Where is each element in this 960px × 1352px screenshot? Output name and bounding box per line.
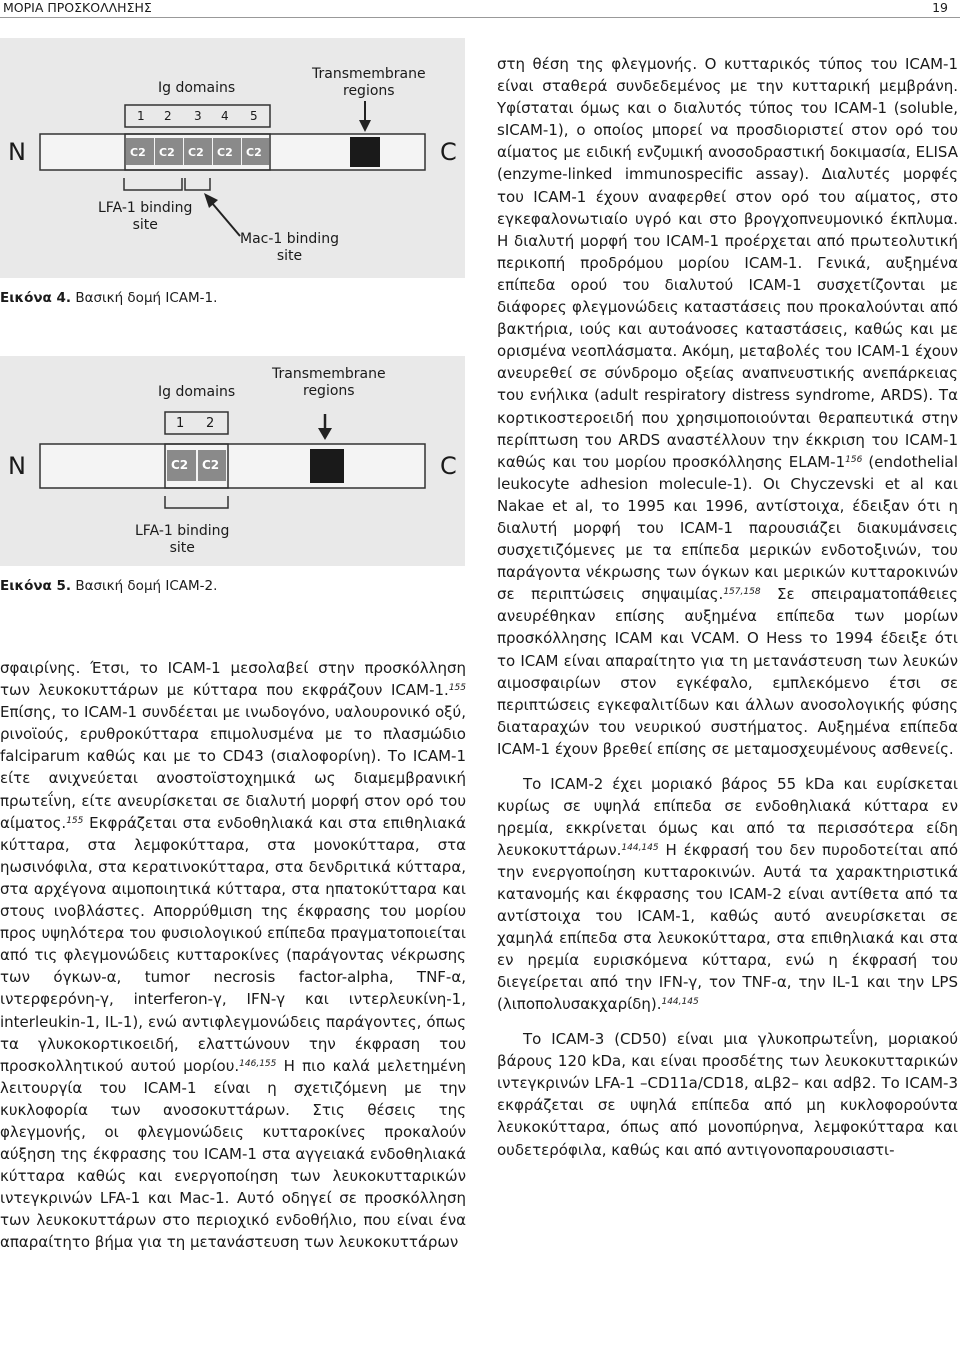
fig5-domain-number-2: 2 (206, 416, 215, 431)
fig4-ig-domains-label: Ig domains (158, 80, 236, 96)
transmembrane-region (350, 137, 380, 167)
fig4-domain-label: C2 (217, 146, 233, 159)
fig4-domain-number-4: 4 (221, 109, 229, 123)
fig4-domain-number-5: 5 (250, 109, 258, 123)
mac1-bracket (185, 178, 210, 190)
fig4-domain-label: C2 (159, 146, 175, 159)
paragraph: στη θέση της φλεγμονής. Ο κυτταρικός τύπος του ICAM-1 είναι σταθερά συνδεδεμένος με την κυτταρική μεμβράνη. Υφίσταται όμως και ο διαλυτός τύπος του ICAM-1 (soluble, sICAM-1), ο οποίος μπορεί να προσδιοριστεί στον ορό του αίματος με ειδική ενζυμική ανοσοδραστική δοκιμασία, ELISA (enzyme-linked immunospecific assay). Διαλυτές μορφές του ICAM-1 έχουν αναφερθεί στον ορό του αίματος, στο εγκεφαλονωτιαίο υγρό και στο βρογχοπνευμονικό έκπλυμα. Η διαλυτή μορφή του ICAM-1 προέρχεται από πρωτεολυτική περικοπή προδρόμου μορίου ICAM-1. Γενικά, αυξημένα επίπεδα ορού του διαλυτού ICAM-1 συσχετίζονται με διάφορες φλεγμονώδεις καταστάσεις που προκαλούνται από βακτήρια, ιούς και αυτοάνοσες καταστάσεις, καθώς και με ορισμένα νεοπλάσματα. Ακόμη, μεταβολές του ICAM-1 έχουν ανευρεθεί σε σύνδρομο οξείας αναπνευστικής ανεπάρκειας του ενήλικα (adult respiratory distress syndrome, ARDS). Τα κορτικοστεροειδή που χρησιμοποιούνται θεραπευτικά στην περίπτωση του ARDS αναστέλλουν την έκκριση του ICAM-1 καθώς και του μορίου προσκόλλησης ELAM-$1^{156}$ (endothelial leukocyte adhesion molecule-1). Οι Chyczevski et al και Nakae et al, το 1995 και 1996, αντίστοιχα, έδειξαν ότι η διαλυτή μορφή του ICAM-1 παρουσιάζει διακυμάνσεις συσχετιζόμενες με τα επίπεδα μερικών ενδοτοξινών, του παράγοντα νέκρωσης των όγκων και μερικών κυτταροκινών σε περιπτώσεις σηψαιμίας.$^{157,158}$ Σε σπειραματοπάθειες ανευρέθηκαν επίσης αυξημένα επίπεδα των μορίων προσκόλλησης ICAM και VCAM. Ο Hess το 1994 έδειξε ότι το ICAM είναι απαραίτητο για τη μετανάστευση των λευκών αιμοσφαιρίων στον εγκέφαλο, εμπλεκόμενο έτσι σε περιπτώσεις εγκεφαλιτίδων και άλλων ανοσολογικής φύσης διαταραχών του νευρικού συστήματος. Αυξημένα επίπεδα ICAM-1 έχουν βρεθεί επίσης σε μεταμοσχευμένους ασθενείς. (497, 55, 958, 758)
domain-number-box (165, 412, 228, 434)
fig5-n-terminus: N (8, 452, 26, 480)
figure-icam2-structure (0, 356, 465, 566)
fig4-domain-label: C2 (130, 146, 146, 159)
figure-icam1-structure (0, 38, 465, 278)
left-column (0, 657, 466, 1254)
fig5-c-terminus: C (440, 452, 457, 480)
molecule-bar (40, 444, 425, 488)
fig4-mac1-label: Mac-1 binding site (240, 231, 339, 264)
fig5-domain-label: C2 (202, 458, 220, 472)
fig4-n-terminus: N (8, 138, 26, 166)
header-rule (0, 17, 960, 18)
fig4-lfa1-label: LFA-1 binding site (98, 200, 193, 233)
paragraph: Το ICAM-3 (CD50) είναι μια γλυκοπρωτεΐνη, μοριακού βάρους 120 kDa, και είναι προσδέτης των λευκοκυτταρικών ιντεγκρινών LFA-1 –CD11a/CD18, αLβ2– και αdβ2. Το ICAM-3 εκφράζεται σε υψηλά επίπεδα από μη κυκλοφορούντα λευκοκύτταρα, όπως από μονοπύρηνα, λεμφοκύτταρα και ουδετερόφιλα, καθώς και από αντιγονοπαρουσιαστι- (497, 1030, 958, 1159)
lfa1-bracket (165, 496, 228, 508)
fig5-lfa1-label: LFA-1 binding site (135, 523, 230, 556)
fig4-domain-label: C2 (188, 146, 204, 159)
fig4-domain-number-2: 2 (164, 109, 172, 123)
page-header (0, 0, 960, 18)
mac1-arrow-head (204, 193, 218, 208)
page-number: 19 (932, 0, 948, 15)
right-column (497, 53, 958, 1161)
fig5-ig-domains-label: Ig domains (158, 384, 236, 400)
running-title: ΜΟΡΙΑ ΠΡΟΣΚΟΛΛΗΣΗΣ (3, 0, 152, 15)
mac1-arrow-line (212, 203, 240, 236)
paragraph: σφαιρίνης. Έτσι, το ICAM-1 μεσολαβεί στην προσκόλληση των λευκοκυττάρων με κύτταρα που εκφράζουν ICAM-1.$^{155}$ Επίσης, το ICAM-1 συνδέεται με ινωδογόνο, υαλουρονικό οξύ, ρινοϊούς, ερυθροκύτταρα επιμολυσμένα με το πλασμώδιο falciparum καθώς και με το CD43 (σιαλοφορίνη). Το ICAM-1 είτε ανιχνεύεται ανοστοϊστοχημικά ως διαμεμβρανική πρωτεΐνη, είτε ανευρίσκεται σε διαλυτή μορφή στον ορό του αίματος.$^{155}$ Εκφράζεται στα ενδοθηλιακά και στα επιθηλιακά κύτταρα, στα λεμφοκύτταρα, στα μονοκύτταρα, στα ηωσινόφιλα, στα κερατινοκύτταρα, στα δενδριτικά κύτταρα, στα αρχέγονα αιμοποιητικά κύτταρα, στα ηπατοκύτταρα και στους ινοβλάστες. Απορρύθμιση της έκφρασης του μορίου προς υψηλότερα του φυσιολογικού επίπεδα πραγματοποιείται από τις φλεγμονώδεις κυτταροκίνες (παράγοντας νέκρωσης των όγκων-α, tumor necrosis factor-alpha, TNF-α, ιντερφερόνη-γ, interferon-γ, IFN-γ και ιντερλευκίνη-1, interleukin-1, IL-1), ενώ αντιφλεγμονώδεις παράγοντες, όπως τα γλυκοκορτικοειδή, ελαττώνουν την έκφραση του προσκολλητικού αυτού μορίου.$^{146,155}$ Η πιο καλά μελετημένη λειτουργία του ICAM-1 είναι η σχετιζόμενη με την κυκλοφορία των ανοσοκυττάρων. Στις θέσεις της φλεγμονής, οι φλεγμονώδεις κυτταροκίνες προκαλούν αύξηση της έκφρασης του ICAM-1 στα αγγειακά ενδοθηλιακά κύτταρα καθώς και ενεργοποίηση των λευκοκυτταρικών ιντεγκρινών LFA-1 και Mac-1. Αυτό οδηγεί σε προσκόλληση των λευκοκυττάρων στο περιοχικό ενδοθήλιο, που είναι ένα απαραίτητο βήμα για τη μετανάστευση των λευκοκυττάρων (0, 659, 466, 1252)
fig4-domain-label: C2 (246, 146, 262, 159)
paragraph: Το ICAM-2 έχει μοριακό βάρος 55 kDa και ευρίσκεται κυρίως σε υψηλά επίπεδα σε ενδοθηλιακά κύτταρα εν ηρεμία, εκκρίνεται όμως και από τα περισσότερα είδη λευκοκυττάρων.$^{144,145}$ Η έκφρασή του δεν πυροδοτείται από την ενεργοποίηση κυτταροκινών. Αυτά τα χαρακτηριστικά κατανομής και έκφρασης του ICAM-2 είναι αντίθετα από τα αντίστοιχα του ICAM-1, καθώς αυτό ανευρίσκεται σε χαμηλά επίπεδα στα λευκοκύτταρα, στα επιθηλιακά και στα εν ηρεμία ευρισκόμενα κύτταρα, ενώ η έκφρασή του διεγείρεται από την IFN-γ, τον TNF-α, την IL-1 και την LPS (λιποπολυσακχαρίδη).$^{144,145}$ (497, 774, 958, 1014)
fig4-domain-number-1: 1 (137, 109, 145, 123)
fig4-transmembrane-label: Transmembrane regions (312, 66, 426, 99)
fig5-transmembrane-label: Transmembrane regions (272, 366, 386, 399)
figure4-caption: Εικόνα 4. Βασική δομή ICAM-1. (0, 290, 218, 306)
figure5-caption: Εικόνα 5. Βασική δομή ICAM-2. (0, 578, 218, 594)
fig5-domain-label: C2 (171, 458, 189, 472)
fig5-domain-number-1: 1 (176, 416, 185, 431)
transmembrane-region (310, 449, 344, 483)
transmembrane-arrow-head (359, 120, 371, 132)
fig4-c-terminus: C (440, 138, 457, 166)
transmembrane-arrow-head (318, 428, 332, 440)
lfa1-bracket (124, 178, 182, 190)
fig4-domain-number-3: 3 (194, 109, 202, 123)
